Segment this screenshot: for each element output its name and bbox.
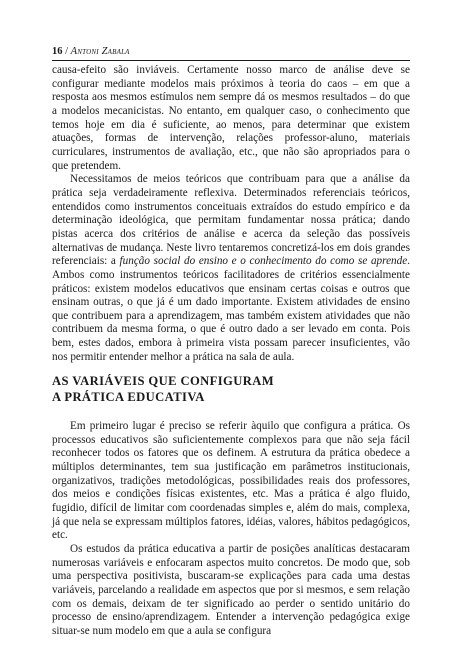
section-heading xyxy=(52,373,410,405)
paragraph-estudos-pratica: Os estudos da prática educativa a partir de posições analíticas destacaram numerosas variáveis e enfocaram aspectos muito concretos. De modo que, sob uma perspectiva positivista, buscaram-se explicações para cada uma destas variáveis, parcelando a realidade em aspectos que por si mesmos, e sem relação com os demais, deixam de ter significado ao perder o sentido unitário do processo de ensino/aprendizagem. Entender a intervenção pedagógica exige situar-se num modelo em que a aula se configura xyxy=(52,542,410,637)
section-heading-line2: A PRÁTICA EDUCATIVA xyxy=(52,390,205,404)
running-head xyxy=(52,45,412,58)
paragraph-meios-teoricos-part2: . Ambos como instrumentos teóricos facilitadores de critérios essencialmente práticos: existem modelos educativos que ensinam certas coisas e outros que ensinam outras, o que já é um dado importante. Existem atividades de ensino que contribuem para a aprendizagem, mas também existem atividades que não contribuem da mesma forma, o que é outro dado a ser levado em conta. Pois bem, estes dados, embora à primeira vista possam parecer insuficientes, vão nos permitir entender melhor a prática na sala de aula. xyxy=(52,255,410,363)
paragraph-primeiro-lugar: Em primeiro lugar é preciso se referir àquilo que configura a prática. Os processos educativos são suficientemente complexos para que não seja fácil reconhecer todos os fatores que os definem. A estrutura da prática obedece a múltiplos determinantes, tem sua justificação em parâmetros institucionais, organizativos, tradições metodológicas, possibilidades reais dos professores, dos meios e condições físicas existentes, etc. Mas a prática é algo fluido, fugidio, difícil de limitar com coordenadas simples e, além do mais, complexa, já que nela se expressam múltiplos fatores, idéias, valores, hábitos pedagógicos, etc. xyxy=(52,420,410,542)
section-heading-line1: AS VARIÁVEIS QUE CONFIGURAM xyxy=(52,374,275,388)
paragraph-causa-efeito: causa-efeito são inviáveis. Certamente nosso marco de análise deve se configurar mediante modelos mais próximos à teoria do caos – em que a resposta aos mesmos estímulos nem sempre dá os mesmos resultados – do que a modelos mecanicistas. No entanto, em qualquer caso, o conhecimento que temos hoje em dia é suficiente, ao menos, para determinar que existem atuações, formas de intervenção, relações professor-aluno, materiais curriculares, instrumentos de avaliação, etc., que não são apropriados para o que pretendem. xyxy=(52,64,410,172)
page-number: 16 xyxy=(52,46,63,57)
author-name: Antoni Zabala xyxy=(70,46,130,57)
paragraph-meios-teoricos-part1: Necessitamos de meios teóricos que contribuam para que a análise da prática seja verdadeiramente reflexiva. Determinados referenciais teóricos, entendidos como instrumentos conceituais extraídos do estudo empírico e da determinação ideológica, que permitam fundamentar nossa prática; dando pistas acerca dos critérios de análise e acerca da seleção das possíveis alternativas de mudança. Neste livro tentaremos concretizá-los em dois grandes referenciais: a xyxy=(52,173,410,268)
emphasis-referenciais: função social do ensino e o conhecimento do como se aprende xyxy=(119,255,408,268)
header-rule xyxy=(52,60,410,61)
section-text xyxy=(52,420,410,639)
intro-text xyxy=(52,64,410,364)
paragraph-meios-teoricos xyxy=(52,173,410,364)
header-separator: / xyxy=(62,46,71,57)
